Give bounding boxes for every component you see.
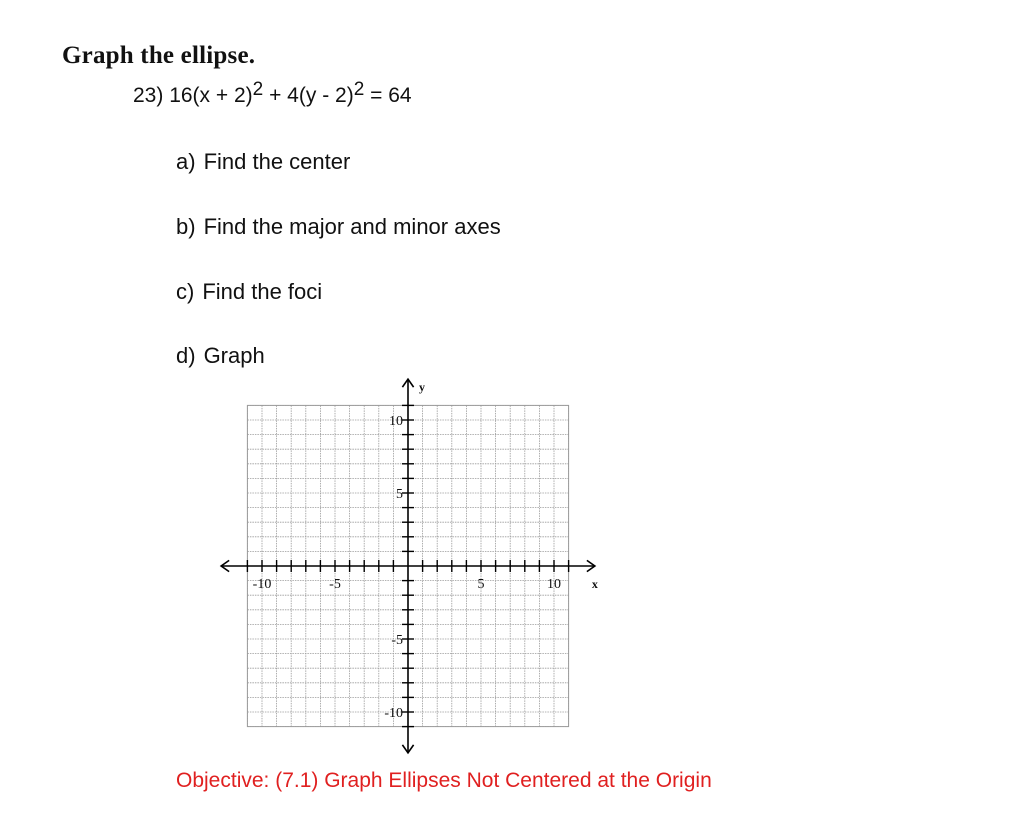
problem-equation: [133, 79, 412, 108]
part-b: [176, 214, 501, 240]
equation-term-2: + 4(y - 2): [263, 84, 354, 107]
x-tick-label: -5: [329, 577, 341, 592]
y-tick-label: -10: [384, 706, 403, 721]
equation-term-1: 16(x + 2): [169, 84, 253, 107]
part-a-text: Find the center: [203, 149, 351, 174]
objective-text: Objective: (7.1) Graph Ellipses Not Centered at the Origin: [176, 769, 712, 792]
x-tick-label: 10: [547, 577, 561, 592]
equation-rhs: = 64: [364, 84, 412, 107]
y-tick-label: 5: [396, 487, 403, 502]
problem-number: 23): [133, 84, 164, 107]
part-c-text: Find the foci: [202, 279, 323, 304]
part-b-text: Find the major and minor axes: [203, 214, 501, 239]
page-title: Graph the ellipse.: [62, 42, 256, 69]
part-a-label: a): [176, 149, 196, 174]
part-d-text: Graph: [203, 343, 265, 368]
part-d-label: d): [176, 343, 196, 368]
x-tick-label: -10: [252, 577, 272, 592]
part-b-label: b): [176, 214, 196, 239]
exponent-2: 2: [353, 79, 365, 100]
part-d: [176, 343, 265, 369]
exponent-1: 2: [252, 79, 264, 100]
part-a: [176, 149, 350, 175]
x-tick-label: 5: [477, 577, 485, 592]
y-axis-label: y: [419, 379, 425, 394]
y-tick-label: -5: [391, 633, 403, 648]
x-axis-label: x: [591, 577, 598, 591]
y-tick-label: 10: [389, 414, 403, 429]
graph-canvas[interactable]: [210, 370, 610, 760]
coordinate-graph[interactable]: [210, 370, 610, 765]
part-c: [176, 279, 322, 305]
part-c-label: c): [176, 279, 195, 304]
